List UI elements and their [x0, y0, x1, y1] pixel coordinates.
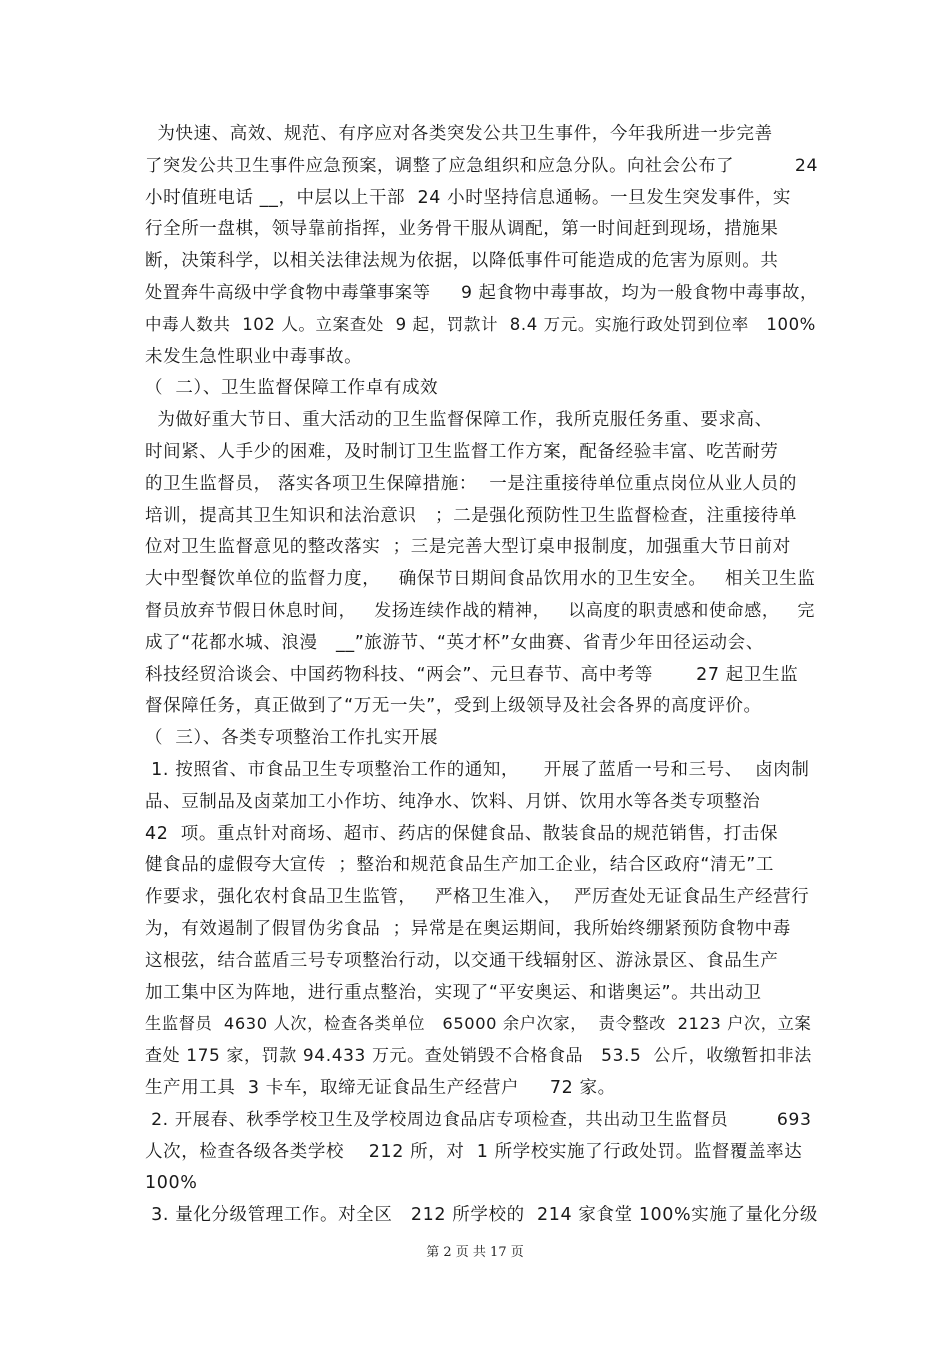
text-line: 42 项。重点针对商场、超市、药店的保健食品、散装食品的规范销售，打击保 [145, 823, 779, 844]
text-line: 处置奔牛高级中学食物中毒肇事案等 9 起食物中毒事故，均为一般食物中毒事故， [145, 283, 818, 303]
text-line: 科技经贸洽谈会、中国药物科技、“两会”、元旦春节、高中考等 27 起卫生监 [145, 664, 799, 685]
text-line: 100% [145, 1173, 198, 1194]
text-line: 作要求，强化农村食品卫生监管， 严格卫生准入， 严厉查处无证食品生产经营行 [145, 887, 810, 908]
text-line: 位对卫生监督意见的整改落实 ；三是完善大型订桌申报制度，加强重大节日前对 [145, 537, 791, 558]
text-line: 行全所一盘棋，领导靠前指挥，业务骨干服从调配，第一时间赶到现场，措施果 [145, 219, 779, 240]
text-line: 督保障任务，真正做到了“万无一失”，受到上级领导及社会各界的高度评价。 [145, 696, 762, 717]
text-line: 生监督员 4630 人次，检查各类单位 65000 余户次家， 责令整改 2123 户次，立案 [145, 1014, 812, 1034]
text-line: 品、豆制品及卤菜加工小作坊、纯净水、饮料、月饼、饮用水等各类专项整治 [145, 791, 761, 812]
text-line: 3. 量化分级管理工作。对全区 212 所学校的 214 家食堂 100%实施了量化分级 [145, 1205, 818, 1226]
text-line: 时间紧、人手少的困难，及时制订卫生监督工作方案，配备经验丰富、吃苦耐劳 [145, 442, 779, 462]
text-line: 1. 按照省、市食品卫生专项整治工作的通知， 开展了蓝盾一号和三号、 卤肉制 [145, 760, 810, 780]
text-line: （ 三）、各类专项整治工作扎实开展 [145, 728, 439, 749]
text-line: 小时值班电话 __，中层以上干部 24 小时坚持信息通畅。一旦发生突发事件，实 [145, 187, 792, 208]
text-line: 督员放弃节假日休息时间， 发扬连续作战的精神， 以高度的职责感和使命感， 完 [145, 601, 816, 621]
text-line: （ 二）、卫生监督保障工作卓有成效 [145, 378, 439, 399]
text-line: 2. 开展春、秋季学校卫生及学校周边食品店专项检查，共出动卫生监督员 693 [145, 1109, 812, 1130]
text-line: 加工集中区为阵地，进行重点整治，实现了“平安奥运、和谐奥运”。共出动卫 [145, 982, 762, 1003]
text-line: 的卫生监督员， 落实各项卫生保障措施： 一是注重接待单位重点岗位从业人员的 [145, 473, 797, 494]
text-line: 查处 175 家，罚款 94.433 万元。查处销毁不合格食品 53.5 公斤，收缴暂扣非法 [145, 1046, 812, 1067]
text-line: 中毒人数共 102 人。立案查处 9 起，罚款计 8.4 万元。实施行政处罚到位率 100% [145, 314, 816, 334]
text-line: 为快速、高效、规范、有序应对各类突发公共卫生事件，今年我所进一步完善 [145, 124, 773, 144]
text-line: 生产用工具 3 卡车，取缔无证食品生产经营户 72 家。 [145, 1078, 616, 1098]
page-footer: 第 2 页 共 17 页 [426, 1245, 524, 1260]
text-line: 未发生急性职业中毒事故。 [145, 346, 363, 367]
text-line: 健食品的虚假夸大宣传 ；整治和规范食品生产加工企业，结合区政府“清无”工 [145, 855, 774, 876]
text-line: 人次，检查各级各类学校 212 所，对 1 所学校实施了行政处罚。监督覆盖率达 [145, 1141, 803, 1162]
text-line: 大中型餐饮单位的监督力度， 确保节日期间食品饮用水的卫生安全。 相关卫生监 [145, 569, 816, 590]
text-line: 为，有效遏制了假冒伪劣食品 ；异常是在奥运期间，我所始终绷紧预防食物中毒 [145, 919, 791, 939]
text-line: 为做好重大节日、重大活动的卫生监督保障工作，我所克服任务重、要求高、 [145, 410, 773, 431]
text-line: 断，决策科学，以相关法律法规为依据，以降低事件可能造成的危害为原则。共 [145, 251, 779, 272]
text-line: 了突发公共卫生事件应急预案，调整了应急组织和应急分队。向社会公布了 24 [145, 155, 819, 176]
text-line: 培训，提高其卫生知识和法治意识 ；二是强化预防性卫生监督检查，注重接待单 [145, 505, 797, 526]
text-line: 成了“花都水城、浪漫 __”旅游节、“英才杯”女曲赛、省青少年田径运动会、 [145, 632, 764, 653]
text-line: 这根弦，结合蓝盾三号专项整治行动，以交通干线辐射区、游泳景区、食品生产 [145, 950, 779, 971]
